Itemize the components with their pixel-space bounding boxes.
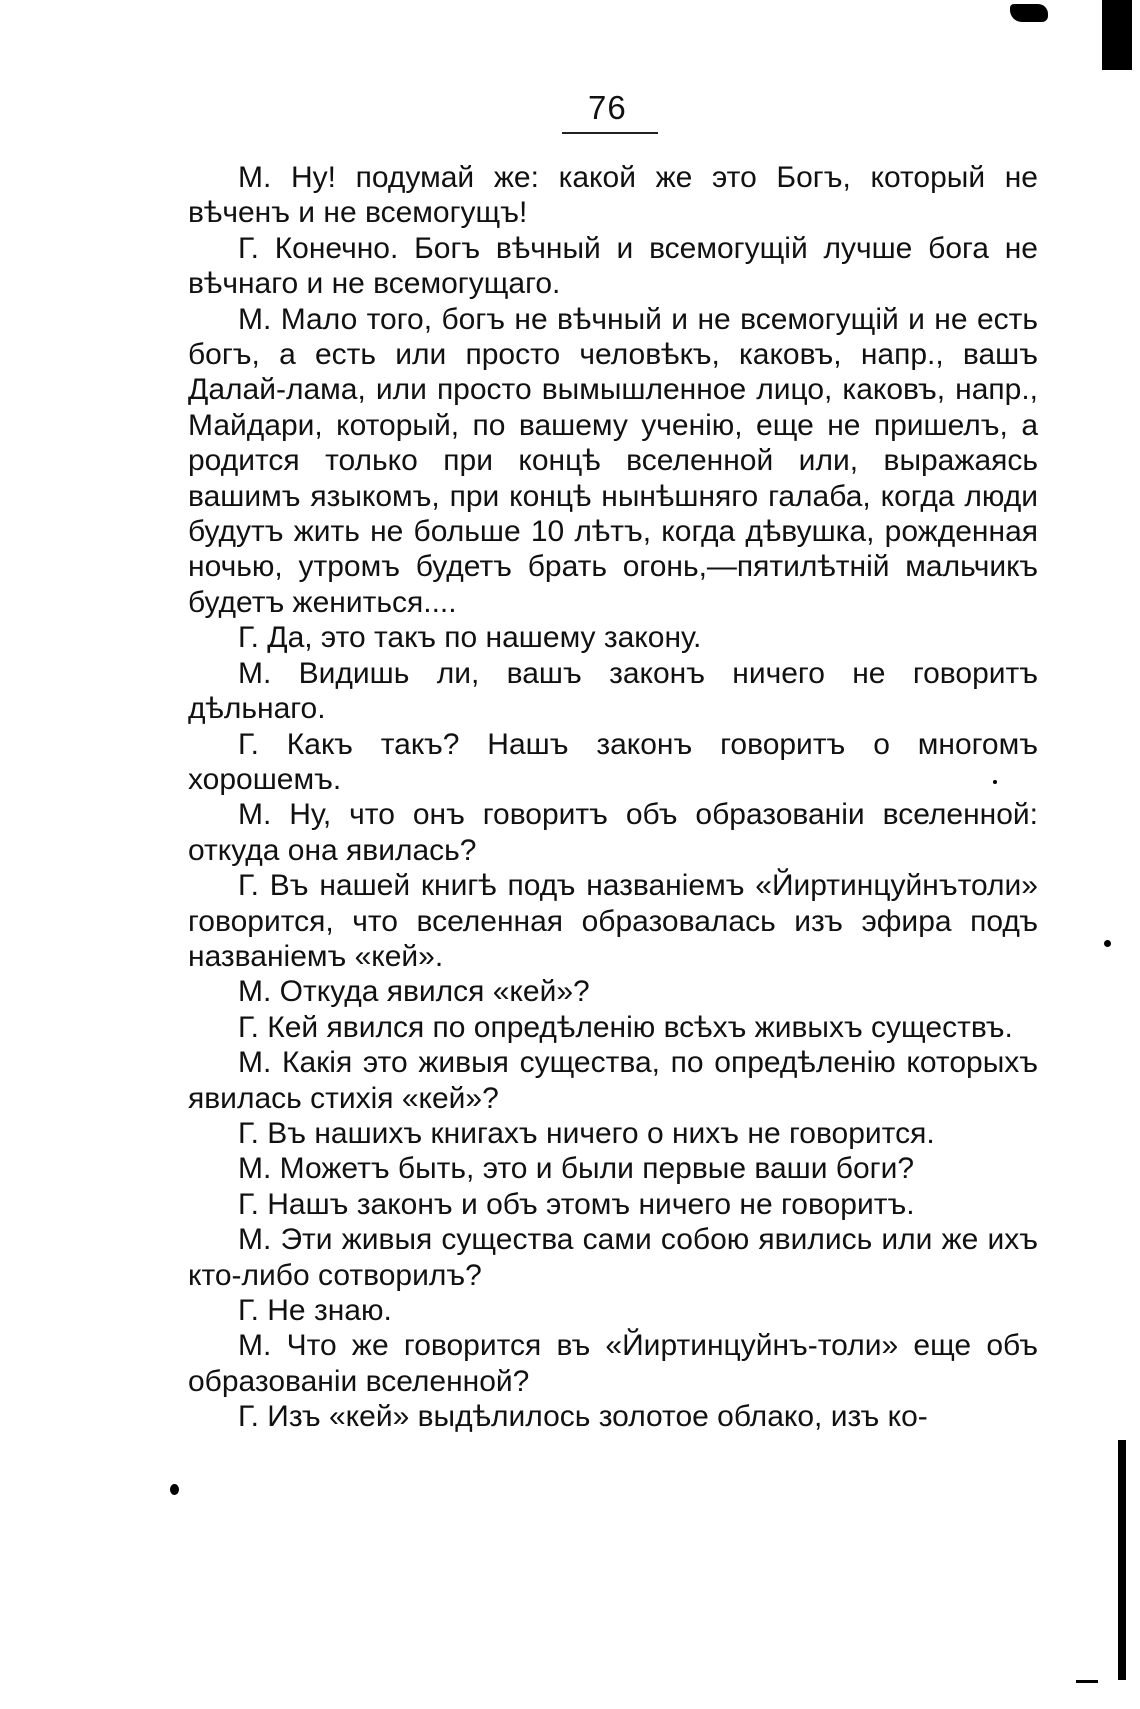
page-number: 76 [588, 89, 627, 126]
paragraph: Г. Изъ «кей» выдѣлилось золотое облако, изъ ко- [238, 1400, 928, 1434]
scan-edge-shadow [1102, 0, 1132, 70]
scan-edge-shadow [1076, 1680, 1098, 1683]
paragraph: М. Эти живыя существа сами собою явились или же ихъ кто-либо сотворилъ? [188, 1223, 1038, 1292]
paragraph: М. Какія это живыя существа, по опредѣленію которыхъ явилась стихія «кей»? [188, 1046, 1038, 1115]
scan-speck [1104, 940, 1111, 947]
paragraph: Г. Какъ такъ? Нашъ законъ говоритъ о многомъ хорошемъ. [188, 727, 1038, 796]
scan-speck [170, 1484, 179, 1495]
paragraph: Г. Въ нашей книгѣ подъ названіемъ «Йиртинцуйнътоли» говорится, что вселенная образовалась изъ эфира подъ названіемъ «кей». [188, 869, 1038, 973]
paragraph: М. Что же говорится въ «Йиртинцуйнъ-толи» еще объ образованіи вселенной? [188, 1329, 1038, 1398]
paragraph: М. Мало того, богъ не вѣчный и не всемогущій и не есть богъ, а есть или просто человѣкъ, каковъ, напр., вашъ Далай-лама, или просто вымышленное лицо, каковъ, напр., Майдари, который, по вашему ученію, еще не пришелъ, а родится только при концѣ вселенной или, выражаясь вашимъ языкомъ, при концѣ нынѣшняго галаба, когда люди будутъ жить не больше 10 лѣтъ, когда дѣвушка, рожденная ночью, утромъ будетъ брать огонь,—пятилѣтній мальчикъ будетъ жениться.... [188, 302, 1038, 619]
paragraph: М. Можетъ быть, это и были первые ваши боги? [238, 1152, 915, 1186]
scan-smudge [1010, 4, 1048, 22]
scan-edge-shadow [1118, 1440, 1126, 1680]
paragraph: Г. Кей явился по опредѣленію всѣхъ живыхъ существъ. [238, 1010, 1013, 1044]
paragraph: М. Ну! подумай же: какой же это Богъ, который не вѣченъ и не всемогущъ! [188, 161, 1038, 230]
paragraph: М. Откуда явился «кей»? [238, 975, 590, 1009]
dialogue-text [188, 160, 1038, 1435]
paragraph: Г. Нашъ законъ и объ этомъ ничего не говоритъ. [238, 1187, 915, 1221]
paragraph: Г. Да, это такъ по нашему закону. [238, 621, 702, 655]
paragraph: М. Ну, что онъ говоритъ объ образованіи вселенной: откуда она явилась? [188, 798, 1038, 867]
paragraph: Г. Не знаю. [238, 1294, 392, 1327]
paragraph: Г. Въ нашихъ книгахъ ничего о нихъ не говорится. [238, 1116, 935, 1150]
paragraph: Г. Конечно. Богъ вѣчный и всемогущій лучше бога не вѣчнаго и не всемогущаго. [188, 231, 1038, 301]
paragraph: М. Видишь ли, вашъ законъ ничего не говоритъ дѣльнаго. [188, 656, 1038, 726]
page-number-underline [562, 132, 658, 134]
